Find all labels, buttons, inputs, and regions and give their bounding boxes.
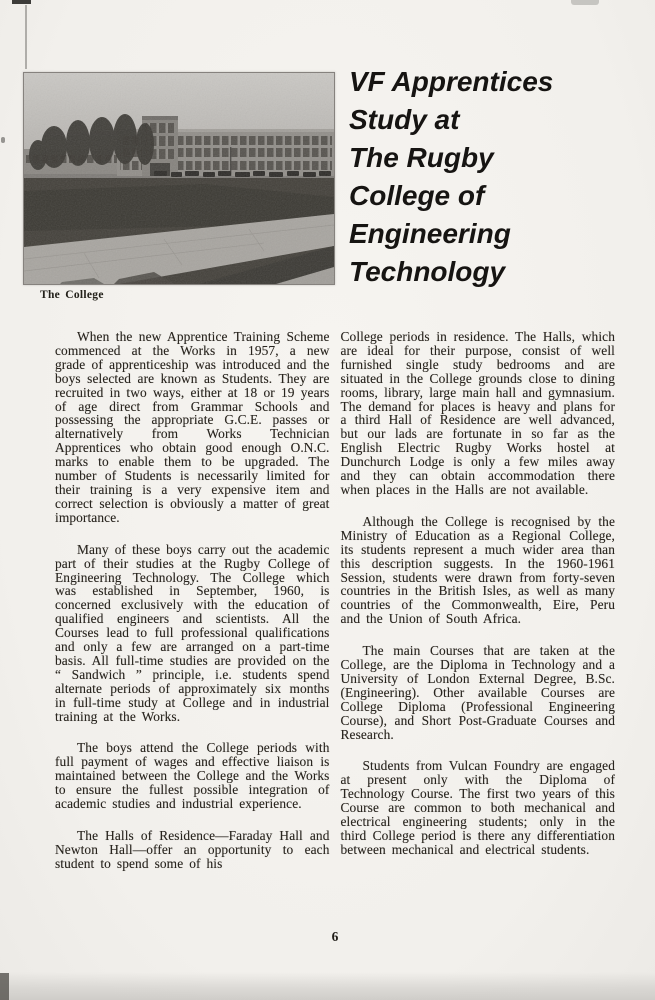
photo-caption: The College	[40, 289, 104, 301]
page-number: 6	[331, 929, 339, 944]
paragraph-main-courses: The main Courses that are taken at the College, are the Diploma in Technology and a University of London External Degree, B.Sc. (Engineering). Other available Courses are College Diploma (Professional Engineering Course), and Short Post-Graduate Courses and Research.	[340, 643, 615, 742]
scan-artifact-bottom-shadow	[0, 972, 655, 1000]
title-line: Technology	[349, 256, 506, 287]
scan-artifact-top-tick	[12, 0, 31, 4]
title-line: Study at	[349, 104, 460, 135]
title-line: Engineering	[349, 218, 511, 249]
paragraph-academic-studies: Many of these boys carry out the academic part of their studies at the Rugby College of Engineering Technology. The College which was established in September, 1960, is concerned exclusively with the education of qualified engineers and scientists. All the Courses lead to full professional qualifications and only a few are arranged on a part-time basis. All full-time studies are provided on the “ Sandwich ” principle, i.e. students spend alternate periods of approximately six months in full-time study at College and in industrial training at the Works.	[55, 541, 330, 724]
paragraph-residence-continued: College periods in residence. The Halls, which are ideal for their purpose, consist of well furnished single study bedrooms and are situated in the College grounds close to dining rooms, library, large main hall and gymnasium. The demand for places is heavy and plans for a third Hall of Residence are well advanced, but our lads are fortunate in so far as the English Electric Rugby Works hostel at Dunchurch Lodge is only a few miles away and they can obtain accommodation there when places in the Halls are not available.	[340, 329, 615, 497]
paragraph-apprentice-scheme: When the new Apprentice Training Scheme commenced at the Works in 1957, a new grade of apprenticeship was introduced and the boys selected are known as Students. They are recruited in two ways, either at 18 or 19 years of age direct from Grammar Schools and possessing the appropriate G.C.E. passes or alternatively from Works Technician Apprentices who obtain good enough O.N.C. marks to enable them to be upgraded. The number of Students is necessarily limited for their training is a very expensive item and correct selection is obviously a matter of great importance.	[55, 329, 330, 525]
scan-artifact-left-hairline	[25, 5, 27, 69]
title-line: College of	[349, 180, 485, 211]
article-left-column	[55, 330, 330, 889]
paragraph-regional-college: Although the College is recognised by the Ministry of Education as a Regional College, its students represent a much wider area than this description suggests. In the 1960-1961 Session, students were drawn from forty-seven countries in the British Isles, as well as many countries of the Commonwealth, Eire, Peru and the Union of South Africa.	[340, 513, 615, 627]
photo-grain-overlay	[24, 73, 334, 284]
paragraph-halls-of-residence: The Halls of Residence—Faraday Hall and Newton Hall—offer an opportunity to each student to spend some of his	[55, 828, 330, 871]
paragraph-vulcan-foundry-students: Students from Vulcan Foundry are engaged at present only with the Diploma of Technology Course. The first two years of this Course are common to both mechanical and electrical engineering students; only in the third College period is there any differentiation between mechanical and electrical students.	[340, 758, 615, 857]
college-photo-illustration	[24, 73, 334, 284]
title-line: VF Apprentices	[349, 66, 554, 97]
paragraph-college-attendance: The boys attend the College periods with full payment of wages and effective liaison is maintained between the College and the Works to ensure the fullest possible integration of academic studies and industrial experience.	[55, 740, 330, 812]
college-photo	[23, 72, 335, 285]
article-title	[349, 63, 579, 291]
scan-artifact-top-right-smudge	[571, 0, 599, 5]
article-right-column	[341, 330, 616, 889]
title-line: The Rugby	[349, 142, 494, 173]
article-columns	[55, 330, 615, 889]
scan-artifact-bottom-corner	[0, 973, 9, 1000]
scan-artifact-left-dot	[1, 137, 5, 143]
